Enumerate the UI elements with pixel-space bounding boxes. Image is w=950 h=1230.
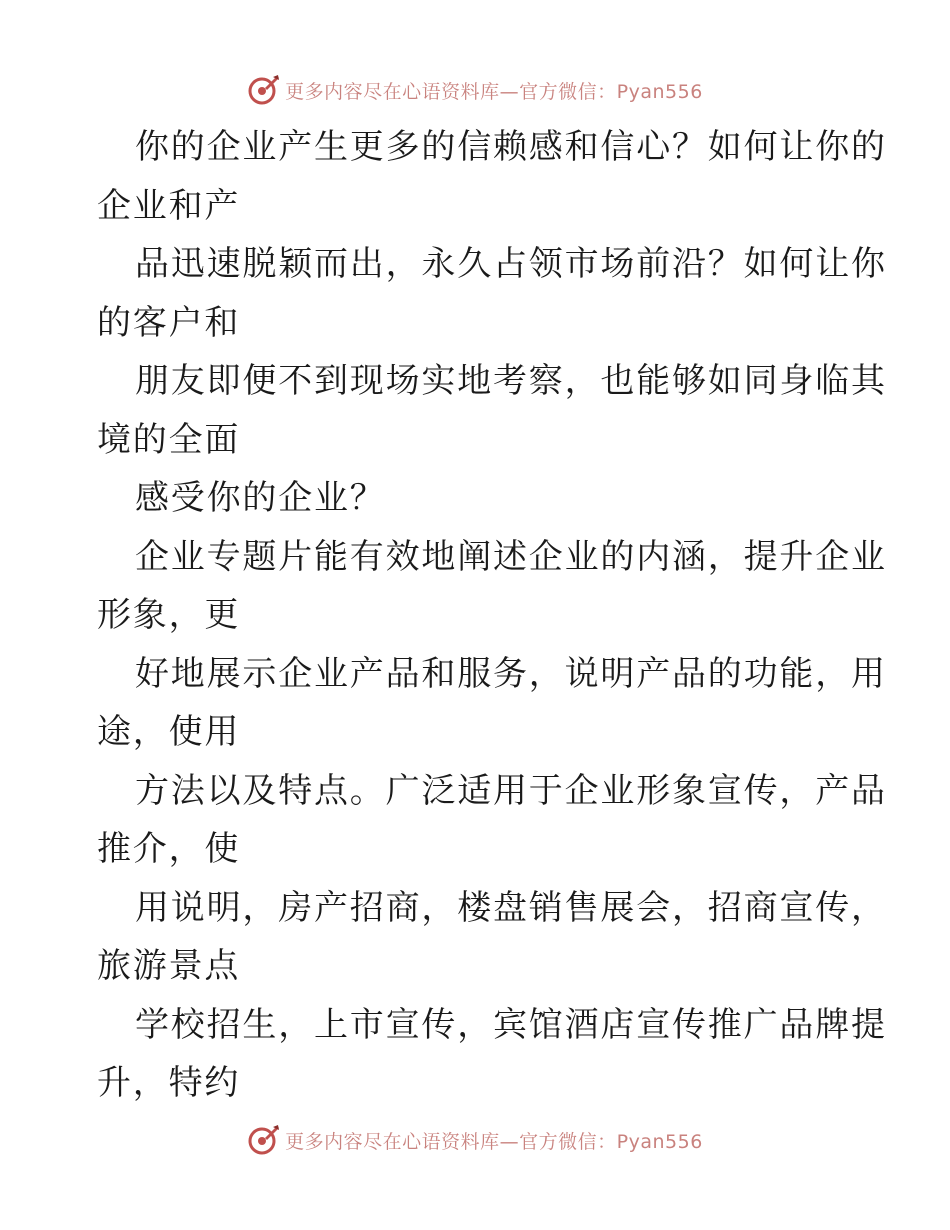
text-line: 企业专题片能有效地阐述企业的内涵，提升企业 [135, 536, 887, 577]
document-body [97, 118, 887, 1113]
text-line: 境的全面 [97, 419, 241, 460]
text-line: 用说明，房产招商，楼盘销售展会，招商宣传， [135, 887, 887, 928]
text-line: 推介，使 [97, 829, 241, 869]
text-line: 感受你的企业？ [135, 478, 386, 518]
text-line: 途，使用 [97, 712, 241, 752]
watermark-text: 更多内容尽在心语资料库—官方微信：Pyan556 [285, 80, 703, 103]
text-line: 的客户和 [97, 302, 241, 343]
text-line: 你的企业产生更多的信赖感和信心？如何让你的 [135, 127, 887, 167]
text-line: 企业和产 [97, 185, 241, 226]
pen-nib-logo-icon [247, 1123, 281, 1157]
header-watermark [0, 70, 950, 110]
text-line: 升，特约 [97, 1063, 241, 1103]
text-line: 朋友即便不到现场实地考察，也能够如同身临其 [135, 361, 887, 401]
text-line: 学校招生，上市宣传，宾馆酒店宣传推广品牌提 [135, 1004, 887, 1045]
text-line: 方法以及特点。广泛适用于企业形象宣传，产品 [135, 770, 887, 811]
text-line: 品迅速脱颖而出，永久占领市场前沿？如何让你 [135, 244, 887, 284]
watermark-text: 更多内容尽在心语资料库—官方微信：Pyan556 [285, 1130, 703, 1153]
text-line: 旅游景点 [97, 946, 241, 986]
text-line: 形象，更 [97, 595, 241, 635]
text-line: 好地展示企业产品和服务，说明产品的功能，用 [135, 653, 887, 694]
footer-watermark [0, 1120, 950, 1160]
pen-nib-logo-icon [247, 73, 281, 107]
